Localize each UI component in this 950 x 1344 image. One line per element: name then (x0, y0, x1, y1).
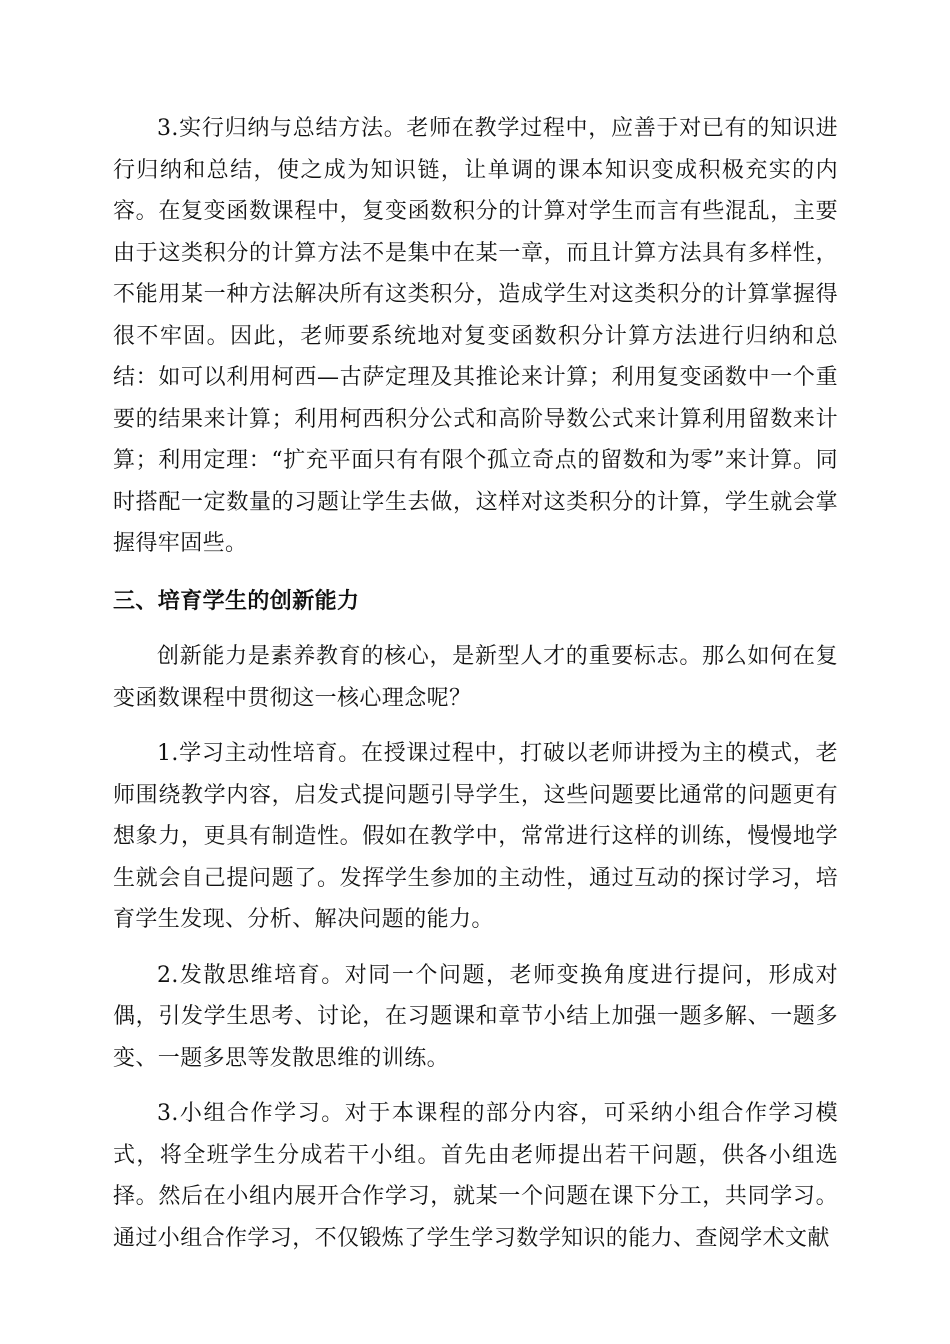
paragraph-innovation-intro: 创新能力是素养教育的核心，是新型人才的重要标志。那么如何在复变函数课程中贯彻这一核心理念呢？ (113, 644, 838, 711)
spacer (113, 719, 838, 733)
spacer (113, 1079, 838, 1093)
spacer (113, 941, 838, 955)
paragraph-initiative-training: 1.学习主动性培育。在授课过程中，打破以老师讲授为主的模式，老师围绕教学内容，启发式提问题引导学生，这些问题要比通常的问题更有想象力，更具有制造性。假如在教学中，常常进行这样的训练，慢慢地学生就会自己提问题了。发挥学生参加的主动性，通过互动的探讨学习，培育学生发现、分析、解决问题的能力。 (113, 741, 838, 932)
spacer (113, 565, 838, 581)
section-heading: 三、培育学生的创新能力 (113, 588, 360, 614)
document-page (113, 108, 838, 1259)
paragraph-divergent-thinking: 2.发散思维培育。对同一个问题，老师变换角度进行提问，形成对偶，引发学生思考、讨论，在习题课和章节小结上加强一题多解、一题多变、一题多思等发散思维的训练。 (113, 962, 838, 1071)
spacer (113, 622, 838, 636)
paragraph-induction-method: 3.实行归纳与总结方法。老师在教学过程中，应善于对已有的知识进行归纳和总结，使之成为知识链，让单调的课本知识变成积极充实的内容。在复变函数课程中，复变函数积分的计算对学生而言有些混乱，主要由于这类积分的计算方法不是集中在某一章，而且计算方法具有多样性，不能用某一种方法解决所有这类积分，造成学生对这类积分的计算掌握得很不牢固。因此，老师要系统地对复变函数积分计算方法进行归纳和总结：如可以利用柯西—古萨定理及其推论来计算；利用复变函数中一个重要的结果来计算；利用柯西积分公式和高阶导数公式来计算利用留数来计算；利用定理：“扩充平面只有有限个孤立奇点的留数和为零”来计算。同时搭配一定数量的习题让学生去做，这样对这类积分的计算，学生就会掌握得牢固些。 (113, 116, 838, 556)
paragraph-group-learning: 3.小组合作学习。对于本课程的部分内容，可采纳小组合作学习模式，将全班学生分成若干小组。首先由老师提出若干问题，供各小组选择。然后在小组内展开合作学习，就某一个问题在课下分工，共同学习。通过小组合作学习，不仅锻炼了学生学习数学知识的能力、查阅学术文献 (113, 1101, 838, 1251)
